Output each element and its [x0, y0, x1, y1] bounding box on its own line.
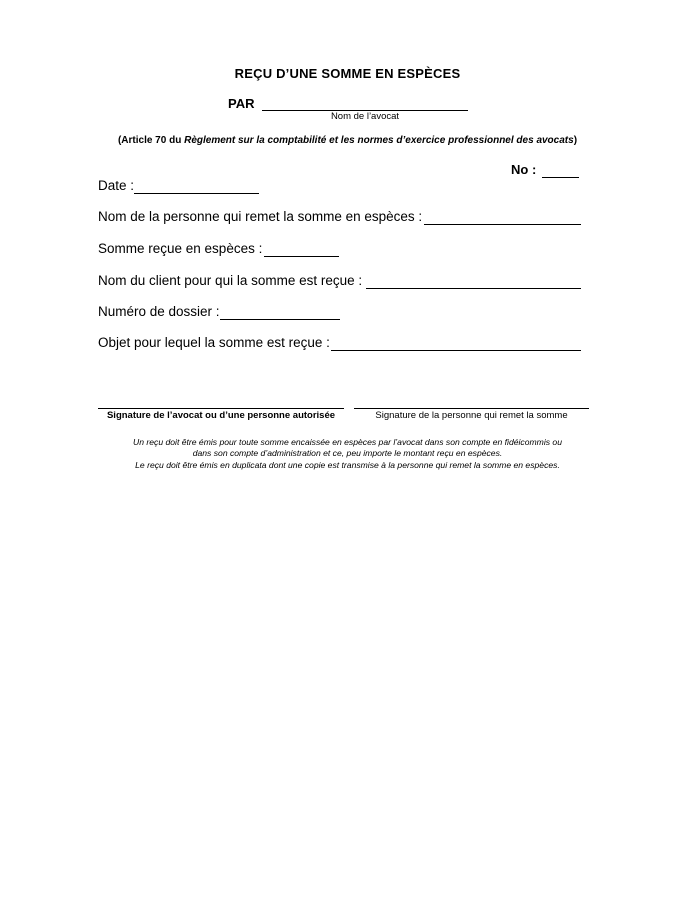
note-line-3: Le reçu doit être émis en duplicata dont une copie est transmise à la personne qui remet la somme en espèces. — [135, 460, 560, 470]
amount-label: Somme reçue en espèces : — [98, 241, 263, 256]
article-prefix: (Article 70 du — [117, 135, 185, 146]
article-regulation-name: Règlement sur la comptabilité et les normes d’exercice professionnel des avocats — [184, 135, 574, 146]
lawyer-signature-caption: Signature de l’avocat ou d’une personne autorisée — [106, 410, 336, 421]
file-number-label: Numéro de dossier : — [98, 304, 220, 319]
receipt-number-line — [542, 177, 579, 178]
lawyer-name-caption: Nom de l’avocat — [330, 111, 400, 122]
payer-signature-line — [354, 408, 589, 409]
note-line-2: dans son compte d’administration et ce, peu importe le montant reçu en espèces. — [192, 448, 503, 458]
article-reference — [0, 135, 695, 146]
purpose-line — [331, 350, 581, 351]
receipt-number-label: No : — [511, 162, 537, 177]
par-label: PAR — [228, 96, 255, 111]
article-suffix: ) — [573, 135, 578, 146]
client-name-label: Nom du client pour qui la somme est reçue : — [98, 273, 363, 288]
date-line — [134, 193, 259, 194]
payer-name-line — [424, 224, 581, 225]
receipt-title: REÇU D’UNE SOMME EN ESPÈCES — [234, 66, 461, 81]
purpose-label: Objet pour lequel la somme est reçue : — [98, 335, 330, 350]
file-number-line — [220, 319, 340, 320]
client-name-line — [366, 288, 581, 289]
payer-name-label: Nom de la personne qui remet la somme en espèces : — [98, 209, 423, 224]
amount-line — [264, 256, 339, 257]
date-label: Date : — [98, 178, 135, 193]
payer-signature-caption: Signature de la personne qui remet la somme — [375, 410, 568, 421]
lawyer-signature-line — [98, 408, 344, 409]
note-line-1: Un reçu doit être émis pour toute somme encaissée en espèces par l’avocat dans son compte en fidéicommis ou — [133, 437, 562, 447]
